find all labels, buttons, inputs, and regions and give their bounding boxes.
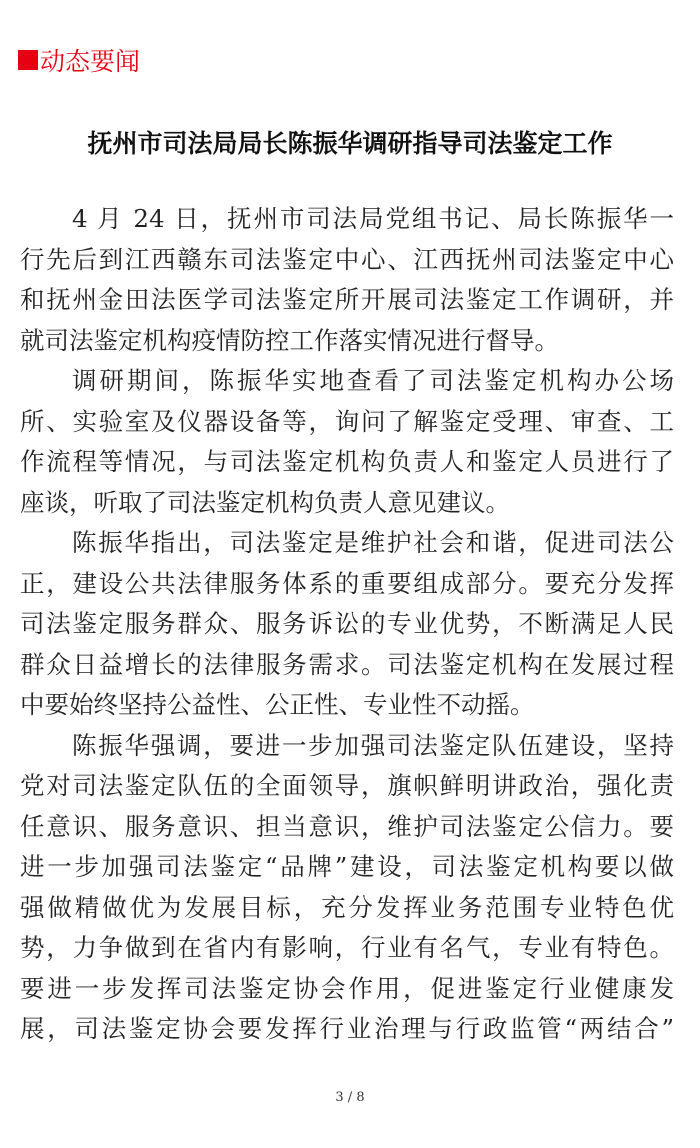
- paragraph-line: 作流程等情况，与司法鉴定机构负责人和鉴定人员进行了: [20, 447, 674, 476]
- paragraph-line: 势，力争做到在省内有影响，行业有名气，专业有特色。: [20, 933, 674, 962]
- paragraph-line: 正，建设公共法律服务体系的重要组成部分。要充分发挥: [20, 568, 674, 598]
- paragraph-line: 行先后到江西赣东司法鉴定中心、江西抚州司法鉴定中心: [20, 244, 674, 274]
- paragraph-line: 陈振华指出，司法鉴定是维护社会和谐，促进司法公: [72, 528, 674, 557]
- paragraph-line: 要进一步发挥司法鉴定协会作用，促进鉴定行业健康发: [20, 973, 674, 1003]
- paragraph-line: 4 月 24 日，抚州市司法局党组书记、局长陈振华一: [72, 204, 674, 233]
- paragraph-line: 强做精做优为发展目标，充分发挥业务范围专业特色优: [20, 892, 674, 922]
- article-title: 抚州市司法局局长陈振华调研指导司法鉴定工作: [87, 129, 613, 158]
- article-body: [20, 199, 674, 1050]
- section-label: 动态要闻: [40, 47, 141, 76]
- red-square-icon: [18, 50, 38, 70]
- paragraph-line: 进一步加强司法鉴定“品牌”建设，司法鉴定机构要以做: [20, 852, 674, 881]
- paragraph-line: 所、实验室及仪器设备等，询问了解鉴定受理、审查、工: [20, 406, 674, 436]
- paragraph-line: 任意识、服务意识、担当意识，维护司法鉴定公信力。要: [20, 811, 674, 841]
- paragraph-line: 群众日益增长的法律服务需求。司法鉴定机构在发展过程: [20, 649, 674, 679]
- paragraph-line: 党对司法鉴定队伍的全面领导，旗帜鲜明讲政治，强化责: [20, 771, 674, 800]
- page-indicator: 3 / 8: [335, 1090, 365, 1105]
- section-heading: [18, 42, 140, 78]
- paragraph-line: 展，司法鉴定协会要发挥行业治理与行政监管“两结合”: [20, 1014, 674, 1043]
- paragraph-line: 司法鉴定服务群众、服务诉讼的专业优势，不断满足人民: [20, 609, 674, 638]
- paragraph-line: 和抚州金田法医学司法鉴定所开展司法鉴定工作调研，并: [20, 285, 674, 314]
- paragraph-line: 座谈，听取了司法鉴定机构负责人意见建议。: [20, 487, 510, 517]
- paragraph-line: 陈振华强调，要进一步加强司法鉴定队伍建设，坚持: [72, 730, 674, 760]
- paragraph-line: 就司法鉴定机构疫情防控工作落实情况进行督导。: [20, 325, 559, 355]
- paragraph-line: 调研期间，陈振华实地查看了司法鉴定机构办公场: [72, 366, 674, 395]
- paragraph-line: 中要始终坚持公益性、公正性、专业性不动摇。: [20, 690, 535, 719]
